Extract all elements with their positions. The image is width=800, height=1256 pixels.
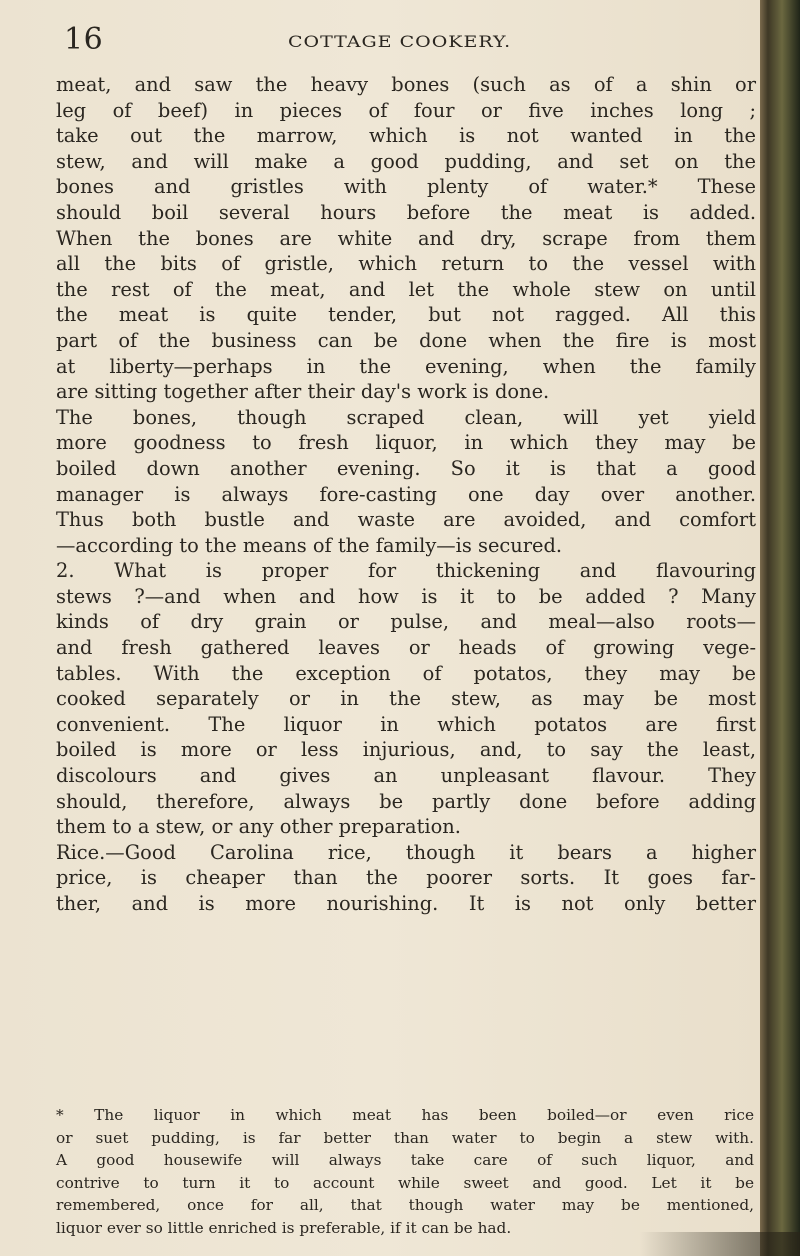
footnote-line: remembered, once for all, that though water may be mentioned, bbox=[56, 1196, 754, 1215]
text-line: tables. With the exception of potatos, they may be bbox=[56, 661, 756, 685]
page-header bbox=[52, 20, 752, 60]
text-line: at liberty—perhaps in the evening, when the family bbox=[56, 354, 756, 378]
text-line: Rice.—Good Carolina rice, though it bears a higher bbox=[56, 840, 756, 864]
footnote-line: * The liquor in which meat has been boiled—or even rice bbox=[56, 1106, 754, 1124]
body-text bbox=[56, 72, 756, 917]
text-line: them to a stew, or any other preparation. bbox=[56, 815, 461, 839]
text-line: boiled down another evening. So it is that a good bbox=[56, 456, 756, 480]
text-line: leg of beef) in pieces of four or five inches long ; bbox=[56, 98, 756, 122]
footnote-line: A good housewife will always take care of such liquor, and bbox=[56, 1151, 754, 1170]
footnote-line: or suet pudding, is far better than water to begin a stew with. bbox=[56, 1128, 754, 1147]
text-line: meat, and saw the heavy bones (such as of a shin or bbox=[56, 73, 756, 96]
text-line: the meat is quite tender, but not ragged. All this bbox=[56, 303, 756, 327]
text-line: should boil several hours before the meat is added. bbox=[56, 200, 756, 224]
text-line: bones and gristles with plenty of water.* These bbox=[56, 175, 756, 199]
text-line: more goodness to fresh liquor, in which they may be bbox=[56, 431, 756, 455]
text-line: and fresh gathered leaves or heads of growing vege- bbox=[56, 636, 756, 660]
text-line: —according to the means of the family—is secured. bbox=[56, 533, 563, 557]
running-head: COTTAGE COOKERY. bbox=[288, 32, 512, 52]
text-line: the rest of the meat, and let the whole stew on until bbox=[56, 277, 756, 301]
text-line: manager is always fore-casting one day over another. bbox=[56, 482, 756, 506]
text-line: price, is cheaper than the poorer sorts. It goes far- bbox=[56, 866, 756, 890]
text-line: all the bits of gristle, which return to the vessel with bbox=[56, 252, 756, 276]
text-line: are sitting together after their day's work is done. bbox=[56, 380, 550, 404]
text-line: discolours and gives an unpleasant flavour. They bbox=[56, 764, 756, 788]
footnote bbox=[56, 1104, 754, 1240]
page-shadow bbox=[640, 1232, 800, 1256]
text-line: cooked separately or in the stew, as may be most bbox=[56, 687, 756, 711]
text-line: ther, and is more nourishing. It is not only better bbox=[56, 892, 756, 915]
footnote-line: contrive to turn it to account while sweet and good. Let it be bbox=[56, 1173, 754, 1192]
text-line: The bones, though scraped clean, will yet yield bbox=[56, 405, 756, 429]
text-line: stews ?—and when and how is it to be added ? Many bbox=[56, 584, 756, 608]
text-line: boiled is more or less injurious, and, to say the least, bbox=[56, 738, 756, 762]
text-line: convenient. The liquor in which potatos are first bbox=[56, 712, 756, 736]
text-line: kinds of dry grain or pulse, and meal—also roots— bbox=[56, 610, 756, 634]
book-binding-edge bbox=[760, 0, 800, 1256]
text-line: take out the marrow, which is not wanted in the bbox=[56, 124, 756, 148]
text-line: Thus both bustle and waste are avoided, and comfort bbox=[56, 508, 756, 532]
text-line: 2. What is proper for thickening and flavouring bbox=[56, 559, 756, 583]
text-line: should, therefore, always be partly done before adding bbox=[56, 789, 756, 813]
footnote-line: liquor ever so little enriched is preferable, if it can be had. bbox=[56, 1218, 512, 1237]
page-number: 16 bbox=[64, 22, 104, 57]
text-line: When the bones are white and dry, scrape from them bbox=[56, 226, 756, 250]
text-line: part of the business can be done when the fire is most bbox=[56, 328, 756, 352]
text-line: stew, and will make a good pudding, and set on the bbox=[56, 149, 756, 173]
